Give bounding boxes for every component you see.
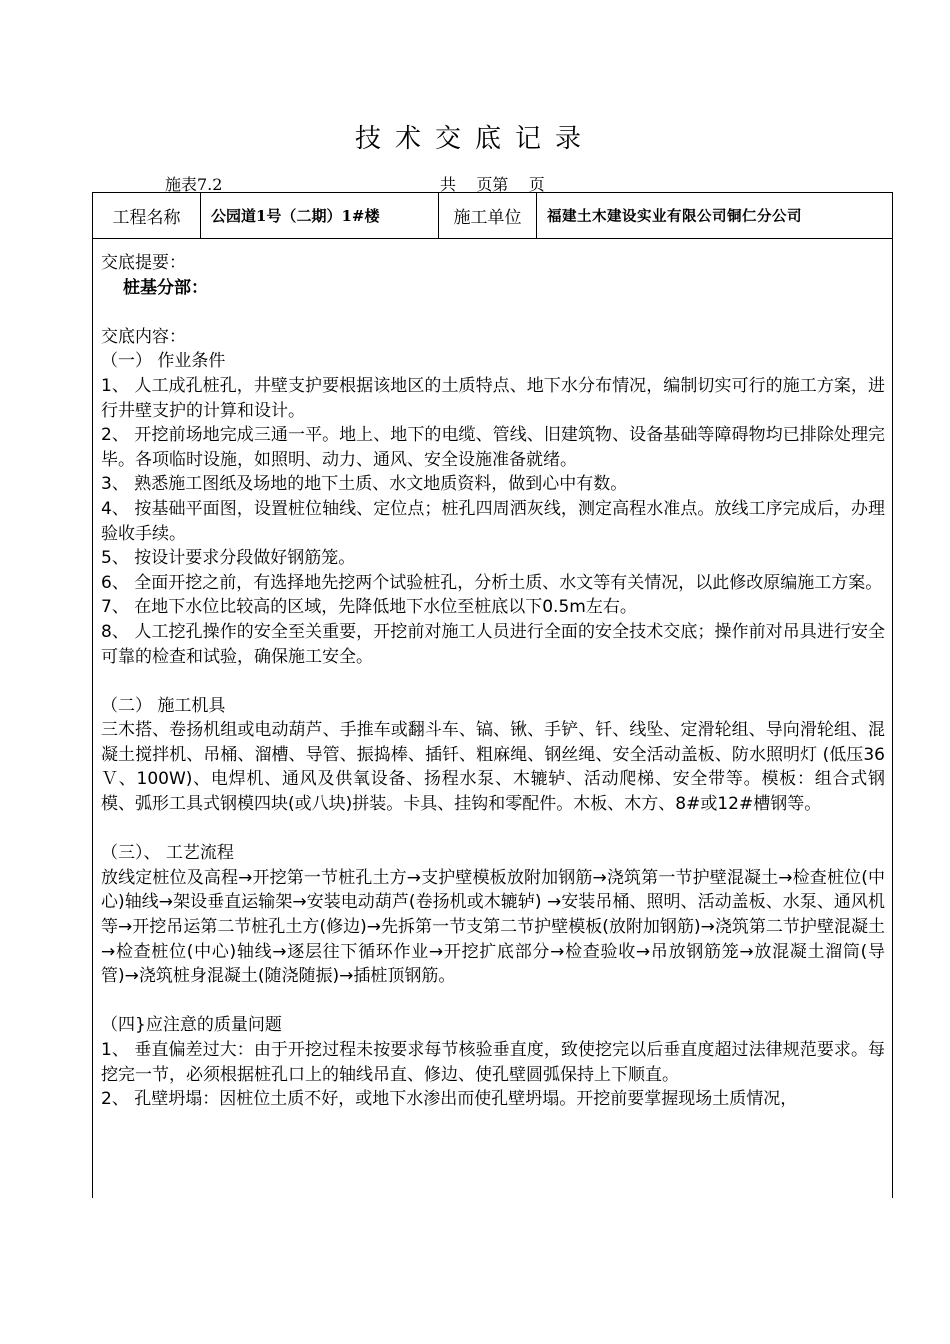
project-name-label: 工程名称 (93, 193, 201, 238)
section-1-item: 2、 开挖前场地完成三通一平。地上、地下的电缆、管线、旧建筑物、设备基础等障碍物均已排除处理完毕。各项临时设施，如照明、动力、通风、安全设施准备就绪。 (101, 425, 885, 470)
form-number: 施表7.2 (165, 175, 223, 194)
document-title: 技术交底记录 (354, 124, 595, 154)
content-label: 交底内容： (101, 326, 186, 347)
record-table (92, 192, 893, 1198)
section-1-item: 4、 按基础平面图，设置桩位轴线、定位点；桩孔四周洒灰线，测定高程水准点。放线工序完成后，办理验收手续。 (101, 498, 885, 544)
section-1-item: 1、 人工成孔桩孔，井壁支护要根据该地区的土质特点、地下水分布情况，编制切实可行的施工方案，进行井壁支护的计算和设计。 (101, 375, 885, 421)
section-3-text: 放线定桩位及高程→开挖第一节桩孔土方→支护壁模板放附加钢筋→浇筑第一节护壁混凝土→检查桩位(中心)轴线→架设垂直运输架→安装电动葫芦(卷扬机或木辘轳) →安装吊桶、照明、活动盖板、水泵、通风机等→开挖吊运第二节桩孔土方(修边)→先拆第一节支第二节护壁模板(放附加钢筋)→浇筑第二节护壁混凝土→检查桩位(中心)轴线→逐层往下循环作业→开挖扩底部分→检查验收→吊放钢筋笼→放混凝土溜筒(导管)→浇筑桩身混凝土(随浇随振)→插桩顶钢筋。 (101, 867, 885, 987)
summary-label: 交底提要： (101, 253, 186, 273)
construction-unit-value: 福建土木建设实业有限公司铜仁分公司 (547, 208, 802, 225)
section-1-item: 8、 人工挖孔操作的安全至关重要，开挖前对施工人员进行全面的安全技术交底；操作前对吊具进行安全可靠的检查和试验，确保施工安全。 (101, 621, 885, 667)
construction-unit-label: 施工单位 (439, 193, 537, 238)
section-2-text: 三木搭、卷扬机组或电动葫芦、手推车或翻斗车、镐、锹、手铲、钎、线坠、定滑轮组、导向滑轮组、混凝土搅拌机、吊桶、溜槽、导管、振捣棒、插钎、粗麻绳、钢丝绳、安全活动盖板、防水照明灯 (低压36Ｖ、100W)、电焊机、通风及供氧设备、扬程水泵、木辘轳、活动爬梯、安全带等。模板：组合式钢模、弧形工具式钢模四块(或八块)拼装。卡具、挂钩和零配件。木板、木方、8#或12#槽钢等。 (101, 720, 885, 815)
section-1-title: （一） 作业条件 (101, 351, 226, 372)
section-1-item: 3、 熟悉施工图纸及场地的地下土质、水文地质资料，做到心中有数。 (101, 474, 628, 495)
section-1-item: 7、 在地下水位比较高的区域，先降低地下水位至桩底以下0.5m左右。 (101, 597, 637, 618)
disclosure-content (101, 251, 885, 1112)
summary-value: 桩基分部： (123, 277, 208, 298)
page-info: 共 页第 页 (440, 175, 545, 194)
section-2-title: （二） 施工机具 (101, 695, 226, 716)
project-name-value: 公园道1号（二期）1#楼 (201, 193, 439, 238)
header-row (93, 193, 892, 239)
section-3-title: （三）、 工艺流程 (101, 843, 234, 864)
section-1-item: 6、 全面开挖之前，有选择地先挖两个试验桩孔，分析土质、水文等有关情况，以此修改原编施工方案。 (101, 572, 883, 593)
section-1-item: 5、 按设计要求分段做好钢筋笼。 (101, 548, 356, 569)
section-4-item: 1、 垂直偏差过大：由于开挖过程未按要求每节核验垂直度，致使挖完以后垂直度超过法律规范要求。每挖完一节，必须根据桩孔口上的轴线吊直、修边、使孔壁圆弧保持上下顺直。 (101, 1040, 885, 1085)
section-4-item: 2、 孔壁坍塌：因桩位土质不好，或地下水渗出而使孔壁坍塌。开挖前要掌握现场土质情况， (101, 1089, 798, 1110)
section-4-title: （四}应注意的质量问题 (101, 1015, 282, 1036)
